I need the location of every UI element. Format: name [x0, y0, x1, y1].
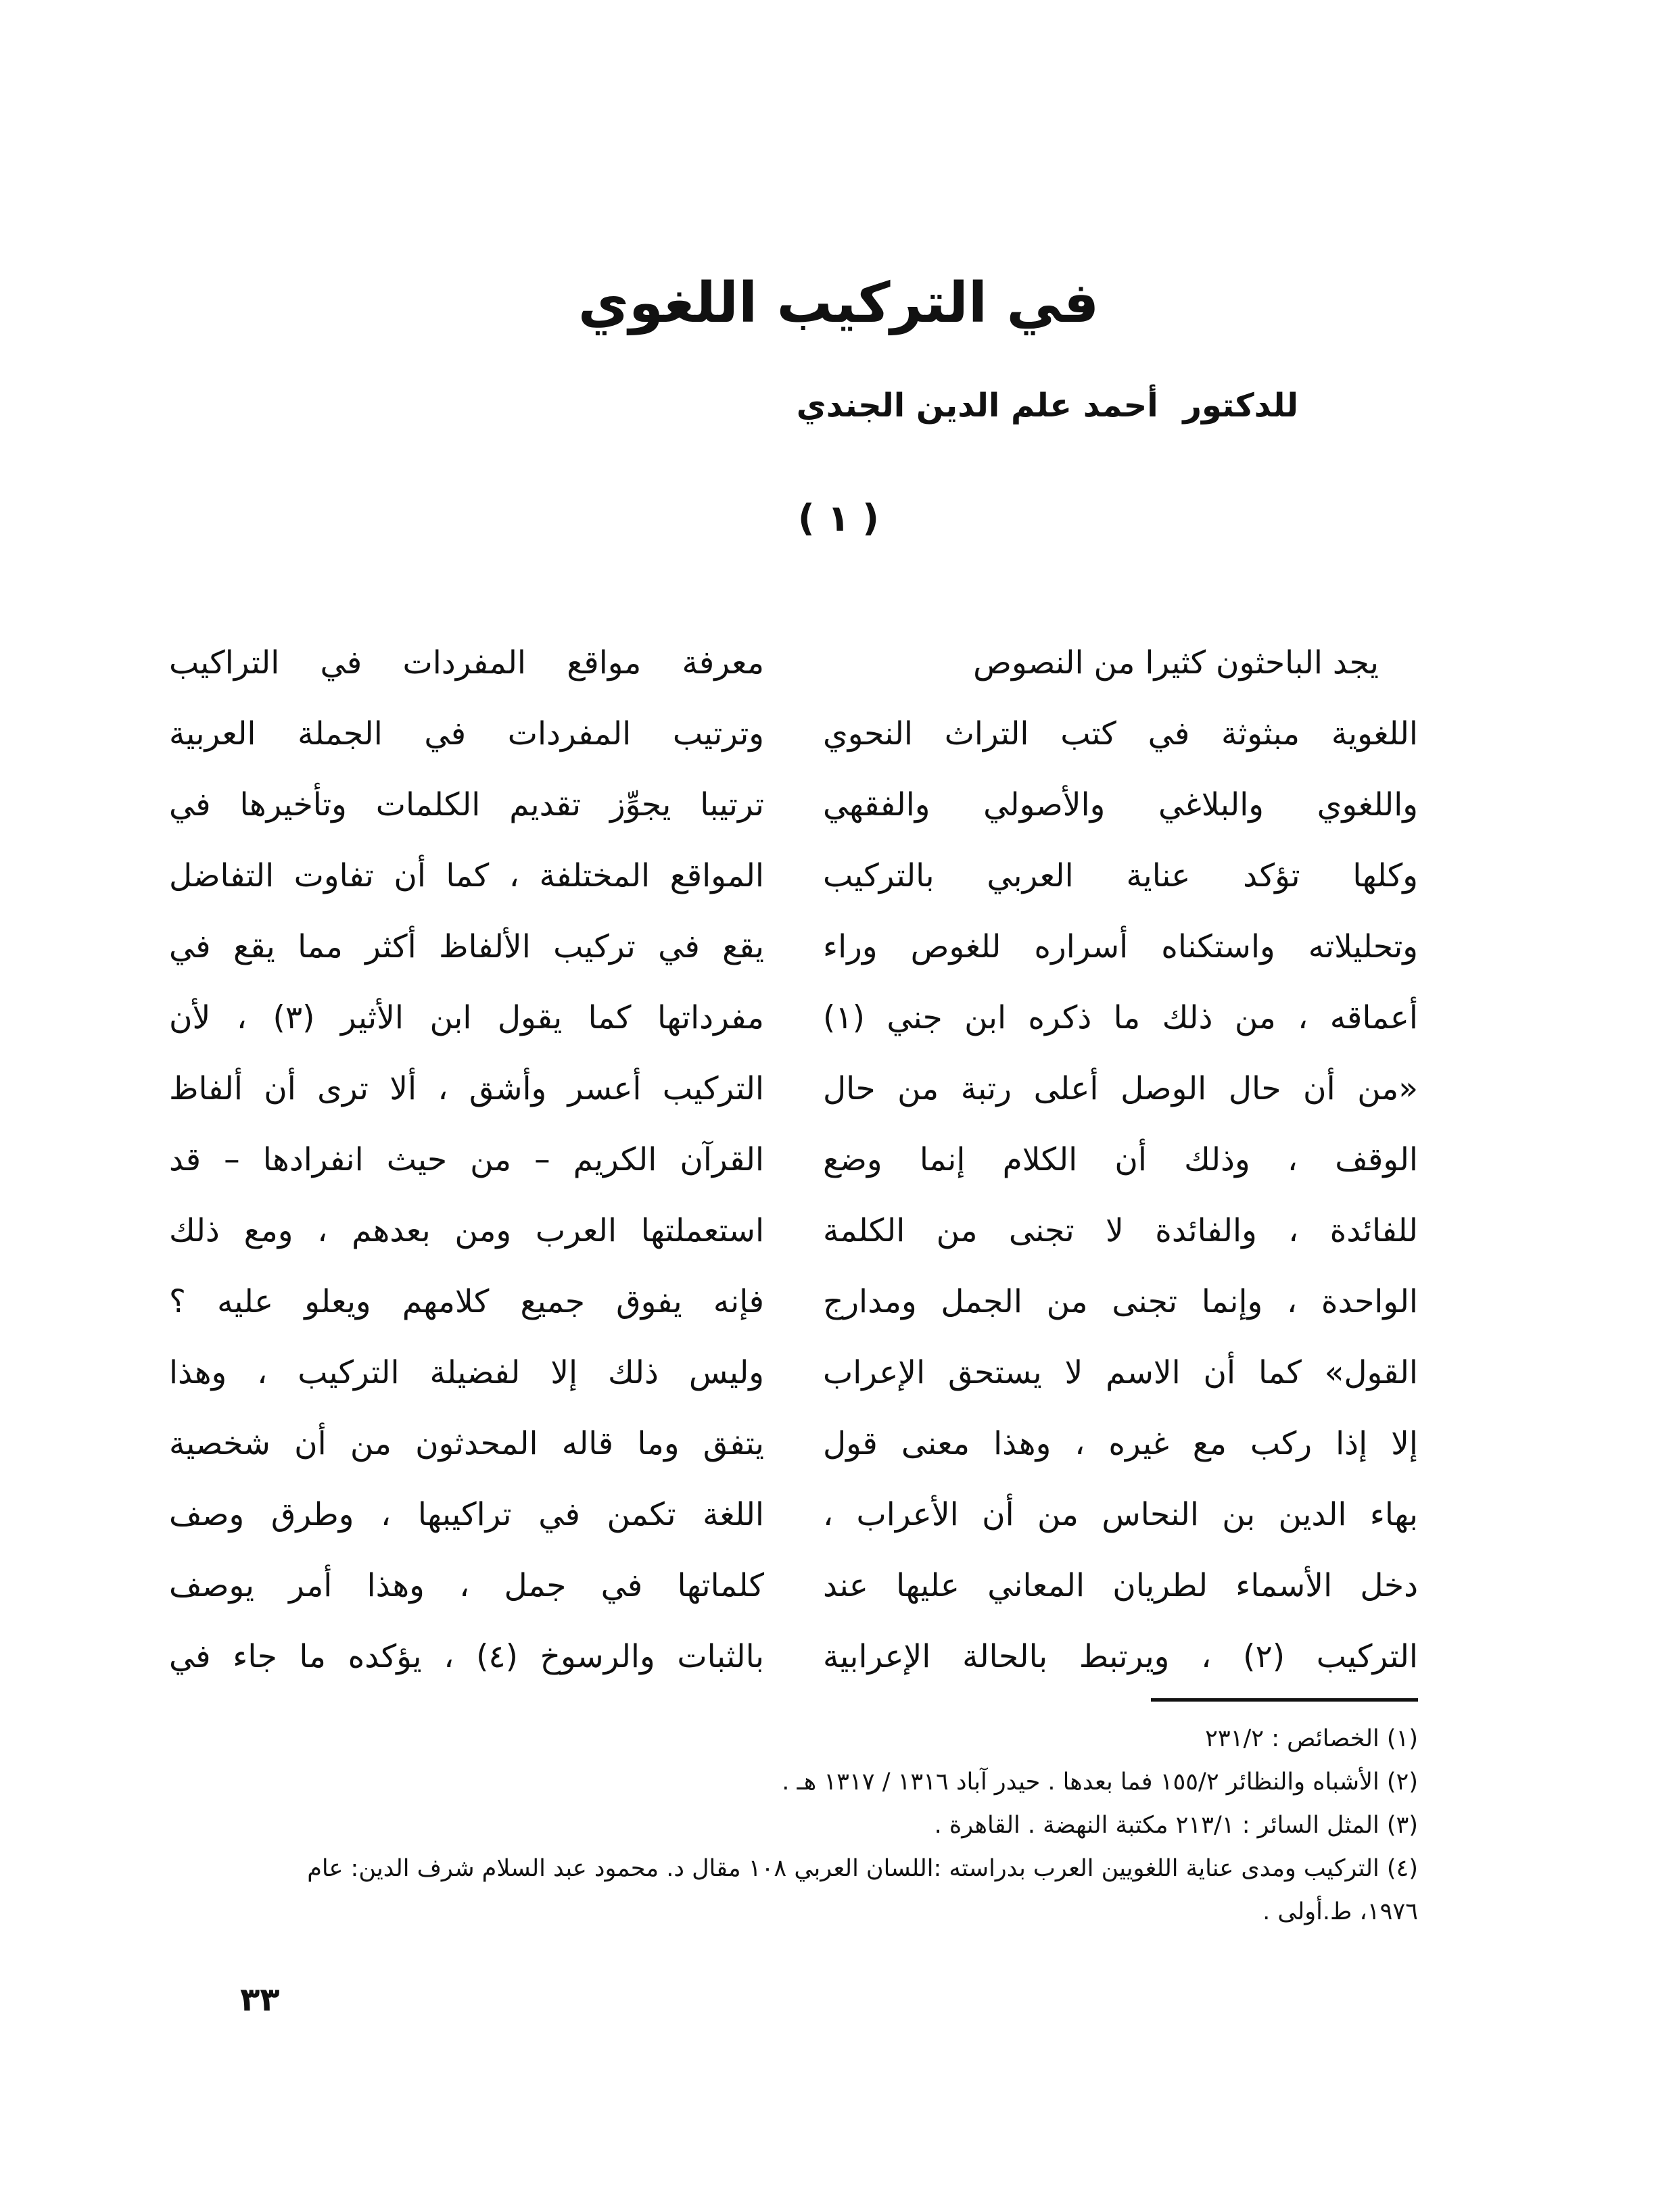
footnote: (٤) التركيب ومدى عناية اللغويين العرب بدراسته :اللسان العربي ١٠٨ مقال د. محمود عبد السلام شرف الدين: عام ١٩٧٦، ط.أولى .	[307, 1855, 1418, 1925]
text-line: فإنه يفوق جميع كلامهم ويعلو عليه ؟	[169, 1283, 764, 1320]
text-line: إلا إذا ركب مع غيره ، وهذا معنى قول	[823, 1425, 1418, 1462]
text-line: كلماتها في جمل ، وهذا أمر يوصف	[169, 1567, 764, 1604]
text-line: «من أن حال الوصل أعلى رتبة من حال	[823, 1070, 1418, 1107]
text-line: اللغوية مبثوثة في كتب التراث النحوي	[823, 715, 1418, 752]
text-line: وكلها تؤكد عناية العربي بالتركيب	[823, 857, 1418, 894]
author-prefix: للدكتور	[1183, 387, 1298, 425]
text-line: بهاء الدين بن النحاس من أن الأعراب ،	[823, 1496, 1418, 1533]
text-line: يتفق وما قاله المحدثون من أن شخصية	[169, 1425, 764, 1462]
author-name: أحمد علم الدين الجندي	[796, 387, 1158, 425]
part-number: ( ١ )	[798, 497, 879, 539]
page-number: ٣٣	[240, 1981, 280, 2019]
text-line: واللغوي والبلاغي والأصولي والفقهي	[823, 786, 1418, 823]
text-line: القول» كما أن الاسم لا يستحق الإعراب	[823, 1354, 1418, 1391]
left-text-column	[169, 627, 764, 1692]
text-line: للفائدة ، والفائدة لا تجنى من الكلمة	[823, 1212, 1418, 1249]
author-line	[352, 387, 1298, 426]
text-line: معرفة مواقع المفردات في التراكيب	[169, 644, 764, 681]
text-line: يقع في تركيب الألفاظ أكثر مما يقع في	[169, 928, 764, 965]
text-line: وليس ذلك إلا لفضيلة التركيب ، وهذا	[169, 1354, 764, 1391]
text-line: الوقف ، وذلك أن الكلام إنما وضع	[823, 1141, 1418, 1178]
footnote: (١) الخصائص : ٢٣١/٢	[1205, 1725, 1418, 1752]
text-line: التركيب (٢) ، ويرتبط بالحالة الإعرابية	[823, 1638, 1418, 1675]
footnote-divider	[1151, 1698, 1418, 1702]
text-line: القرآن الكريم – من حيث انفرادها – قد	[169, 1141, 764, 1178]
text-line: المواقع المختلفة ، كما أن تفاوت التفاضل	[169, 857, 764, 894]
text-line: ترتيبا يجوِّز تقديم الكلمات وتأخيرها في	[169, 786, 764, 823]
text-line: دخل الأسماء لطريان المعاني عليها عند	[823, 1567, 1418, 1604]
text-line: وتحليلاته واستكناه أسراره للغوص وراء	[823, 928, 1418, 965]
footnotes	[255, 1717, 1418, 1933]
footnote: (٢) الأشباه والنظائر ١٥٥/٢ فما بعدها . حيدر آباد ١٣١٦ / ١٣١٧ هـ .	[782, 1769, 1418, 1796]
text-line: التركيب أعسر وأشق ، ألا ترى أن ألفاظ	[169, 1070, 764, 1107]
footnote: (٣) المثل السائر : ٢١٣/١ مكتبة النهضة . القاهرة .	[934, 1812, 1418, 1839]
text-line: اللغة تكمن في تراكيبها ، وطرق وصف	[169, 1496, 764, 1533]
text-line: استعملتها العرب ومن بعدهم ، ومع ذلك	[169, 1212, 764, 1249]
text-line: وترتيب المفردات في الجملة العربية	[169, 715, 764, 752]
text-line: يجد الباحثون كثيرا من النصوص	[973, 644, 1379, 681]
right-text-column	[823, 627, 1418, 1692]
text-line: بالثبات والرسوخ (٤) ، يؤكده ما جاء في	[169, 1638, 764, 1675]
article-title: في التركيب اللغوي	[577, 271, 1100, 335]
text-line: الواحدة ، وإنما تجنى من الجمل ومدارج	[823, 1283, 1418, 1320]
text-line: أعماقه ، من ذلك ما ذكره ابن جني (١)	[823, 999, 1418, 1036]
text-line: مفرداتها كما يقول ابن الأثير (٣) ، لأن	[169, 999, 764, 1036]
